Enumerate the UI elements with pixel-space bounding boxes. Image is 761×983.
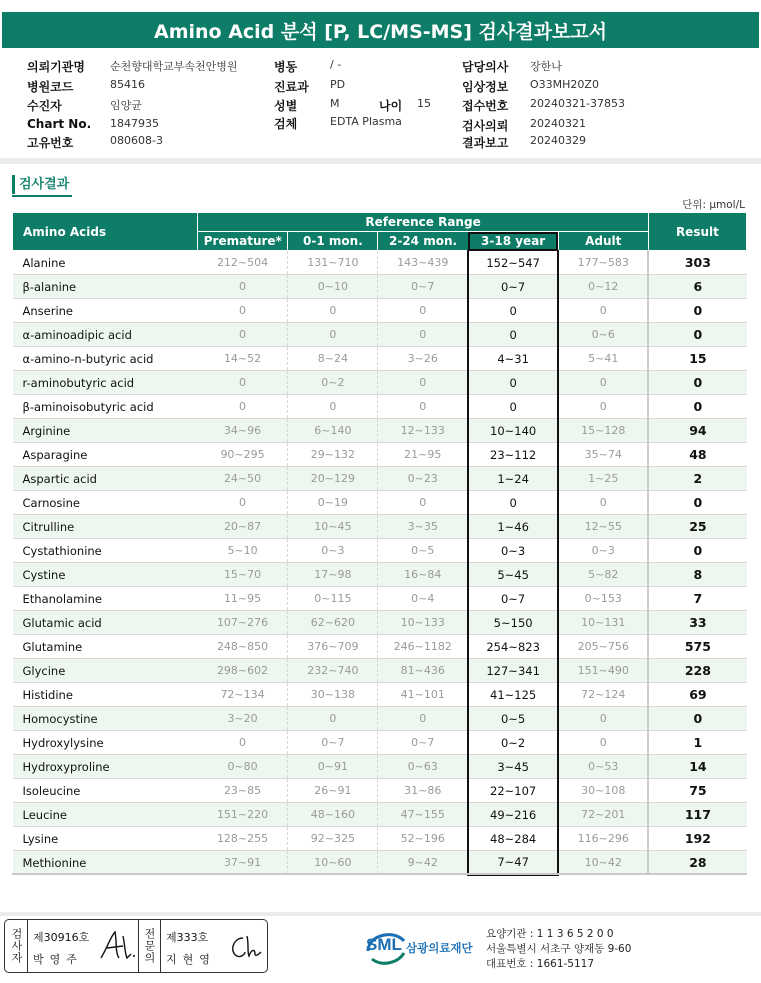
tester-label-text: 검사자 (10, 928, 23, 964)
reference-range: 116~296 (558, 827, 648, 851)
table-row (13, 251, 747, 275)
reference-range-highlight: 5~45 (468, 563, 558, 587)
amino-acid-name: Alanine (13, 251, 198, 275)
amino-acid-name: Cystathionine (13, 539, 198, 563)
reference-range: 17~98 (288, 563, 378, 587)
tester-label (7, 928, 25, 964)
unique-label: 고유번호 (27, 136, 74, 150)
reference-range: 81~436 (378, 659, 468, 683)
reference-range: 0~3 (558, 539, 648, 563)
amino-acid-name: Citrulline (13, 515, 198, 539)
reference-range: 5~41 (558, 347, 648, 371)
reference-range: 0~10 (288, 275, 378, 299)
reference-range: 0 (288, 323, 378, 347)
report-value: 20240329 (530, 134, 586, 147)
table-row (13, 611, 747, 635)
signature-box (4, 919, 268, 973)
result-value: 303 (648, 251, 746, 275)
request-value: 20240321 (530, 117, 586, 130)
result-value: 192 (648, 827, 746, 851)
col-result: Result (648, 213, 746, 251)
reference-range: 9~42 (378, 851, 468, 875)
results-table (12, 212, 747, 876)
divider (0, 912, 761, 916)
tester-signature (97, 928, 137, 964)
specimen-label: 검체 (274, 117, 298, 131)
result-value: 0 (648, 395, 746, 419)
reference-range: 0 (558, 731, 648, 755)
reference-range: 151~490 (558, 659, 648, 683)
age-value: 15 (417, 97, 431, 110)
reference-range: 10~60 (288, 851, 378, 875)
specimen-value: EDTA Plasma (330, 115, 402, 128)
reference-range: 10~133 (378, 611, 468, 635)
dept-label: 진료과 (274, 80, 309, 94)
reference-range: 11~95 (198, 587, 288, 611)
reference-range: 15~128 (558, 419, 648, 443)
result-value: 0 (648, 491, 746, 515)
reference-range: 72~124 (558, 683, 648, 707)
reference-range: 26~91 (288, 779, 378, 803)
table-row (13, 539, 747, 563)
table-row (13, 491, 747, 515)
amino-acid-name: Histidine (13, 683, 198, 707)
result-value: 117 (648, 803, 746, 827)
doctor-label: 담당의사 (462, 60, 509, 74)
table-row (13, 395, 747, 419)
reference-range: 131~710 (288, 251, 378, 275)
result-value: 575 (648, 635, 746, 659)
result-value: 6 (648, 275, 746, 299)
reference-range: 0 (378, 395, 468, 419)
col-premature: Premature* (198, 232, 288, 251)
reference-range: 12~133 (378, 419, 468, 443)
table-row (13, 731, 747, 755)
amino-acid-name: Asparagine (13, 443, 198, 467)
reference-range-highlight: 0~2 (468, 731, 558, 755)
reference-range: 0 (558, 371, 648, 395)
col-3-18-year: 3-18 year (468, 232, 558, 251)
reference-range: 376~709 (288, 635, 378, 659)
dept-value: PD (330, 78, 346, 91)
tester-name: 박영주 (33, 953, 83, 966)
table-row (13, 419, 747, 443)
reference-range-highlight: 254~823 (468, 635, 558, 659)
reference-range: 128~255 (198, 827, 288, 851)
reference-range: 3~26 (378, 347, 468, 371)
institution-label: 의뢰기관명 (27, 60, 85, 74)
reference-range: 10~131 (558, 611, 648, 635)
reference-range: 0~19 (288, 491, 378, 515)
table-bottom-rule (12, 873, 747, 875)
reference-range: 0 (558, 707, 648, 731)
chart-label: Chart No. (27, 117, 92, 131)
reference-range: 0 (198, 731, 288, 755)
specialist-signature (227, 930, 265, 964)
reference-range: 0 (198, 395, 288, 419)
amino-acid-name: Ethanolamine (13, 587, 198, 611)
request-label: 검사의뢰 (462, 119, 509, 133)
result-value: 0 (648, 707, 746, 731)
reference-range: 205~756 (558, 635, 648, 659)
reference-range: 0 (378, 491, 468, 515)
reference-range: 3~20 (198, 707, 288, 731)
doctor-value: 장한나 (530, 60, 562, 73)
specialist-license: 제333호 (166, 931, 209, 944)
reference-range: 90~295 (198, 443, 288, 467)
reference-range: 6~140 (288, 419, 378, 443)
reference-range: 10~45 (288, 515, 378, 539)
reference-range: 15~70 (198, 563, 288, 587)
reference-range: 20~87 (198, 515, 288, 539)
result-value: 94 (648, 419, 746, 443)
table-row (13, 467, 747, 491)
divider (0, 158, 761, 164)
reference-range: 14~52 (198, 347, 288, 371)
result-value: 75 (648, 779, 746, 803)
reference-range: 151~220 (198, 803, 288, 827)
reference-range: 0 (288, 395, 378, 419)
amino-acid-name: Lysine (13, 827, 198, 851)
reference-range: 30~108 (558, 779, 648, 803)
reference-range-highlight: 22~107 (468, 779, 558, 803)
table-row (13, 443, 747, 467)
reference-range: 0~7 (378, 731, 468, 755)
specialist-label (140, 928, 158, 964)
result-value: 0 (648, 371, 746, 395)
reference-range: 0~2 (288, 371, 378, 395)
reference-range: 0 (378, 299, 468, 323)
reference-range: 212~504 (198, 251, 288, 275)
reference-range: 21~95 (378, 443, 468, 467)
reference-range-highlight: 3~45 (468, 755, 558, 779)
reference-range: 72~134 (198, 683, 288, 707)
reference-range: 72~201 (558, 803, 648, 827)
clinical-label: 임상정보 (462, 80, 509, 94)
col-amino-acids: Amino Acids (13, 213, 198, 251)
sig-divider (138, 920, 139, 972)
reference-range: 1~25 (558, 467, 648, 491)
reference-range-highlight: 10~140 (468, 419, 558, 443)
reference-range: 0~12 (558, 275, 648, 299)
result-value: 0 (648, 539, 746, 563)
result-value: 7 (648, 587, 746, 611)
reference-range: 0~153 (558, 587, 648, 611)
lab-logo (364, 925, 484, 969)
reference-range: 0~6 (558, 323, 648, 347)
reference-range: 107~276 (198, 611, 288, 635)
reference-range: 0 (198, 299, 288, 323)
reference-range: 41~101 (378, 683, 468, 707)
result-value: 8 (648, 563, 746, 587)
unique-value: 080608-3 (110, 134, 163, 147)
receipt-value: 20240321-37853 (530, 97, 625, 110)
col-reference-range: Reference Range (198, 213, 649, 232)
sex-label: 성별 (274, 99, 298, 113)
reference-range: 0~63 (378, 755, 468, 779)
patient-value: 임양균 (110, 99, 142, 112)
result-value: 2 (648, 467, 746, 491)
reference-range-highlight: 1~24 (468, 467, 558, 491)
reference-range-highlight: 0 (468, 371, 558, 395)
reference-range: 0~7 (288, 731, 378, 755)
amino-acid-name: α-aminoadipic acid (13, 323, 198, 347)
reference-range: 0~91 (288, 755, 378, 779)
result-value: 48 (648, 443, 746, 467)
reference-range: 0 (378, 371, 468, 395)
table-row (13, 587, 747, 611)
result-value: 0 (648, 299, 746, 323)
table-row (13, 323, 747, 347)
result-value: 25 (648, 515, 746, 539)
reference-range: 0 (558, 395, 648, 419)
reference-range-highlight: 0 (468, 395, 558, 419)
section-underline (12, 195, 72, 197)
amino-acid-name: β-aminoisobutyric acid (13, 395, 198, 419)
reference-range: 8~24 (288, 347, 378, 371)
table-row (13, 851, 747, 875)
reference-range-highlight: 7~47 (468, 851, 558, 875)
reference-range: 23~85 (198, 779, 288, 803)
reference-range: 34~96 (198, 419, 288, 443)
reference-range-highlight: 0~7 (468, 275, 558, 299)
reference-range: 0 (198, 491, 288, 515)
age-label: 나이 (379, 99, 403, 113)
reference-range: 177~583 (558, 251, 648, 275)
reference-range-highlight: 1~46 (468, 515, 558, 539)
reference-range: 0~4 (378, 587, 468, 611)
reference-range: 24~50 (198, 467, 288, 491)
table-row (13, 635, 747, 659)
table-row (13, 707, 747, 731)
reference-range: 12~55 (558, 515, 648, 539)
amino-acid-name: Glutamic acid (13, 611, 198, 635)
reference-range: 0 (198, 323, 288, 347)
specialist-label-text: 전문의 (143, 928, 156, 964)
amino-acid-name: β-alanine (13, 275, 198, 299)
col-2-24-mon: 2-24 mon. (378, 232, 468, 251)
amino-acid-name: Glycine (13, 659, 198, 683)
reference-range: 0~23 (378, 467, 468, 491)
reference-range-highlight: 4~31 (468, 347, 558, 371)
reference-range: 48~160 (288, 803, 378, 827)
reference-range: 47~155 (378, 803, 468, 827)
result-value: 228 (648, 659, 746, 683)
receipt-label: 접수번호 (462, 99, 509, 113)
reference-range: 0~115 (288, 587, 378, 611)
reference-range: 0 (558, 299, 648, 323)
tester-license: 제30916호 (33, 931, 90, 944)
table-row (13, 299, 747, 323)
reference-range-highlight: 0~5 (468, 707, 558, 731)
reference-range-highlight: 152~547 (468, 251, 558, 275)
reference-range-highlight: 0 (468, 299, 558, 323)
reference-range: 143~439 (378, 251, 468, 275)
reference-range: 0~53 (558, 755, 648, 779)
reference-range: 0 (378, 707, 468, 731)
amino-acid-name: Glutamine (13, 635, 198, 659)
reference-range: 92~325 (288, 827, 378, 851)
table-row (13, 659, 747, 683)
table-row (13, 683, 747, 707)
reference-range-highlight: 0~3 (468, 539, 558, 563)
reference-range: 52~196 (378, 827, 468, 851)
reference-range: 62~620 (288, 611, 378, 635)
reference-range: 298~602 (198, 659, 288, 683)
lab-address-block (486, 927, 631, 972)
table-row (13, 347, 747, 371)
reference-range-highlight: 0 (468, 491, 558, 515)
report-title: Amino Acid 분석 [P, LC/MS-MS] 검사결과보고서 (2, 12, 759, 48)
reference-range: 37~91 (198, 851, 288, 875)
reference-range: 0 (198, 275, 288, 299)
reference-range: 0~5 (378, 539, 468, 563)
unit-label: 단위: μmol/L (682, 199, 745, 211)
reference-range: 5~82 (558, 563, 648, 587)
amino-acid-name: Carnosine (13, 491, 198, 515)
section-title: 검사결과 (12, 175, 69, 194)
reference-range: 0 (378, 323, 468, 347)
table-row (13, 371, 747, 395)
reference-range: 0~80 (198, 755, 288, 779)
patient-label: 수진자 (27, 99, 62, 113)
lab-code: 요양기관 : 1 1 3 6 5 2 0 0 (486, 928, 614, 940)
reference-range: 0~7 (378, 275, 468, 299)
col-0-1-mon: 0-1 mon. (288, 232, 378, 251)
reference-range-highlight: 49~216 (468, 803, 558, 827)
amino-acid-name: Methionine (13, 851, 198, 875)
reference-range: 0 (288, 299, 378, 323)
amino-acid-name: Anserine (13, 299, 198, 323)
reference-range-highlight: 127~341 (468, 659, 558, 683)
reference-range: 16~84 (378, 563, 468, 587)
reference-range: 0 (288, 707, 378, 731)
reference-range-highlight: 48~284 (468, 827, 558, 851)
result-value: 0 (648, 323, 746, 347)
institution-value: 순천향대학교부속천안병원 (110, 60, 238, 73)
amino-acid-name: Hydroxyproline (13, 755, 198, 779)
chart-value: 1847935 (110, 117, 159, 130)
hospital-code-value: 85416 (110, 78, 145, 91)
reference-range: 0~3 (288, 539, 378, 563)
reference-range: 246~1182 (378, 635, 468, 659)
reference-range-highlight: 5~150 (468, 611, 558, 635)
table-row (13, 779, 747, 803)
logo-name: 삼광의료재단 (406, 941, 473, 955)
reference-range: 232~740 (288, 659, 378, 683)
sig-divider (27, 920, 28, 972)
specialist-name: 지현영 (166, 953, 216, 966)
reference-range: 20~129 (288, 467, 378, 491)
table-row (13, 515, 747, 539)
hospital-code-label: 병원코드 (27, 80, 74, 94)
amino-acid-name: Hydroxylysine (13, 731, 198, 755)
sex-value: M (330, 97, 340, 110)
table-row (13, 275, 747, 299)
result-value: 33 (648, 611, 746, 635)
reference-range: 35~74 (558, 443, 648, 467)
result-value: 28 (648, 851, 746, 875)
reference-range: 0 (558, 491, 648, 515)
amino-acid-name: Arginine (13, 419, 198, 443)
amino-acid-name: Aspartic acid (13, 467, 198, 491)
result-value: 15 (648, 347, 746, 371)
amino-acid-name: Isoleucine (13, 779, 198, 803)
amino-acid-name: Homocystine (13, 707, 198, 731)
result-value: 69 (648, 683, 746, 707)
reference-range: 31~86 (378, 779, 468, 803)
ward-label: 병동 (274, 60, 298, 74)
lab-address: 서울특별시 서초구 양재동 9-60 (486, 943, 632, 955)
reference-range-highlight: 41~125 (468, 683, 558, 707)
table-row (13, 827, 747, 851)
ward-value: / - (330, 58, 342, 71)
reference-range-highlight: 23~112 (468, 443, 558, 467)
reference-range: 10~42 (558, 851, 648, 875)
amino-acid-name: Cystine (13, 563, 198, 587)
table-row (13, 563, 747, 587)
clinical-value: O33MH20Z0 (530, 78, 599, 91)
reference-range: 5~10 (198, 539, 288, 563)
reference-range-highlight: 0 (468, 323, 558, 347)
table-row (13, 803, 747, 827)
reference-range-highlight: 0~7 (468, 587, 558, 611)
report-label: 결과보고 (462, 136, 509, 150)
amino-acid-name: α-amino-n-butyric acid (13, 347, 198, 371)
logo-text: SML (366, 935, 402, 954)
amino-acid-name: r-aminobutyric acid (13, 371, 198, 395)
result-value: 14 (648, 755, 746, 779)
reference-range: 248~850 (198, 635, 288, 659)
patient-info (0, 56, 761, 156)
reference-range: 29~132 (288, 443, 378, 467)
table-row (13, 755, 747, 779)
col-adult: Adult (558, 232, 648, 251)
reference-range: 0 (198, 371, 288, 395)
sig-divider (160, 920, 161, 972)
amino-acid-name: Leucine (13, 803, 198, 827)
result-value: 1 (648, 731, 746, 755)
reference-range: 3~35 (378, 515, 468, 539)
reference-range: 30~138 (288, 683, 378, 707)
lab-phone: 대표번호 : 1661-5117 (486, 958, 595, 970)
